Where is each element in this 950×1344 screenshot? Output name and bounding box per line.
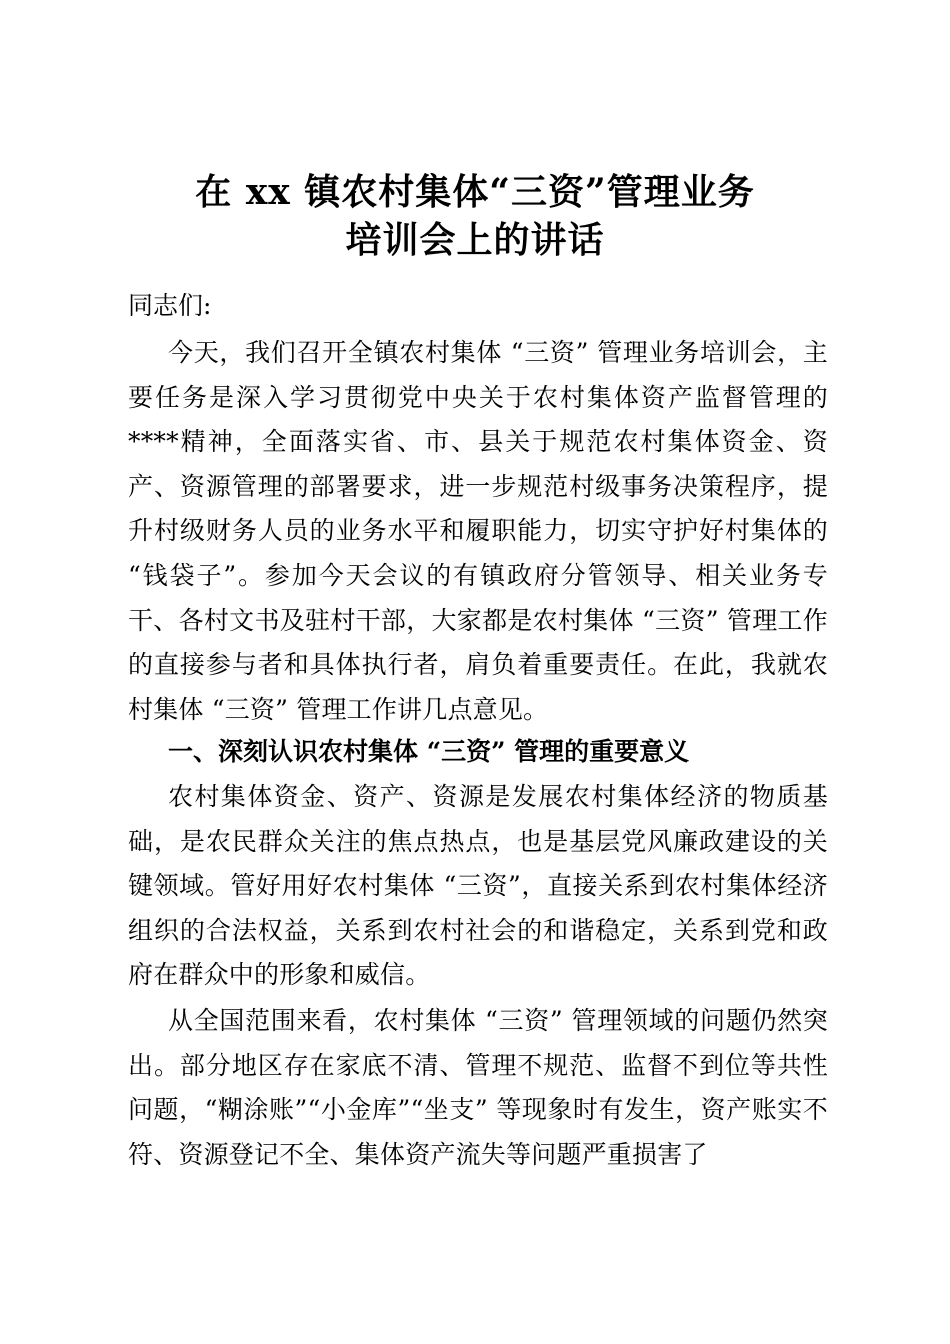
section-heading-1: 一、深刻认识农村集体 “三资” 管理的重要意义 — [168, 737, 690, 766]
paragraph-significance: 农村集体资金、资产、资源是发展农村集体经济的物质基础，是农民群众关注的焦点热点，也是基层党风廉政建设的关键领域。管好用好农村集体 “三资”，直接关系到农村集体经济组织的合法权益，关系到农村社会的和谐稳定，关系到党和政府在群众中的形象和威信。 — [128, 782, 828, 990]
salutation: 同志们: — [128, 291, 212, 320]
document-title-line2: 培训会上的讲话 — [345, 219, 605, 261]
paragraph-national-situation: 从全国范围来看，农村集体 “三资” 管理领域的问题仍然突出。部分地区存在家底不清、管理不规范、监督不到位等共性问题，“糊涂账”“小金库”“坐支” 等现象时有发生，资产账实不符、资源登记不全、集体资产流失等问题严重损害了 — [128, 1006, 828, 1169]
paragraph-opening: 今天，我们召开全镇农村集体 “三资” 管理业务培训会，主要任务是深入学习贯彻党中央关于农村集体资产监督管理的****精神，全面落实省、市、县关于规范农村集体资金、资产、资源管理的部署要求，进一步规范村级事务决策程序，提升村级财务人员的业务水平和履职能力，切实守护好村集体的 “钱袋子”。参加今天会议的有镇政府分管领导、相关业务专干、各村文书及驻村干部，大家都是农村集体 “三资” 管理工作的直接参与者和具体执行者，肩负着重要责任。在此，我就农村集体 “三资” 管理工作讲几点意见。 — [128, 338, 828, 724]
document-title-line1: 在 xx 镇农村集体“三资”管理业务 — [195, 171, 755, 213]
